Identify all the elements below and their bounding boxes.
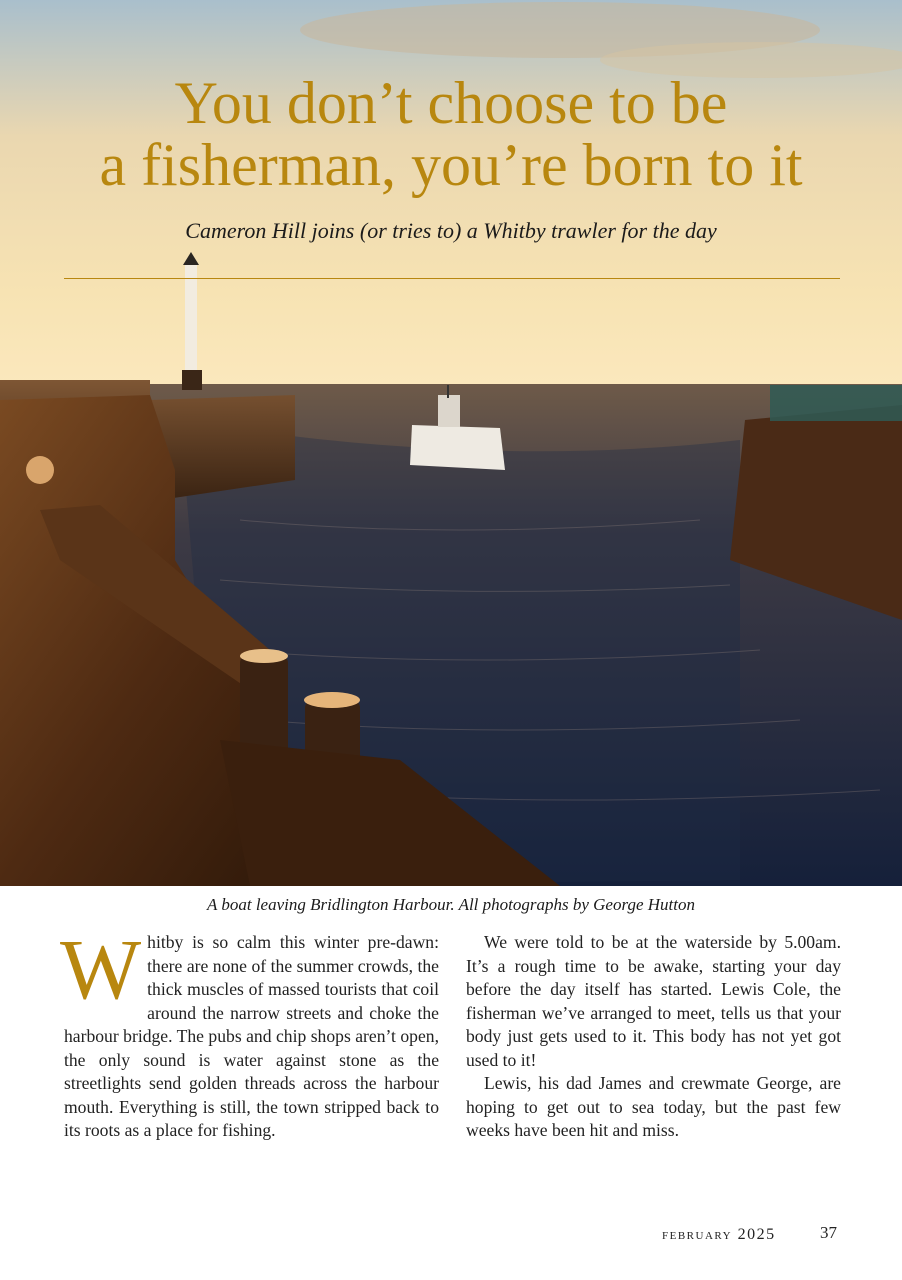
article-column-2 [466, 931, 841, 1143]
headline-divider [64, 278, 840, 279]
footer-issue-date: february 2025 [662, 1226, 776, 1243]
photo-caption: A boat leaving Bridlington Harbour. All photographs by George Hutton [207, 895, 695, 914]
article-paragraph [60, 921, 439, 1143]
paragraph-text: hitby is so calm this winter pre-dawn: there are none of the summer crowds, the thick muscles of massed tourists that coil around the narrow streets and choke the harbour bridge. The pubs and chip shops aren’t open, the only sound is water against stone as the streetlights send golden threads across the harbour mouth. Everything is still, the town stripped back to its roots as a place for fishing. [64, 932, 439, 1140]
article-column-1 [60, 921, 439, 1143]
headline-line-2: a fisherman, you’re born to it [99, 132, 803, 198]
drop-cap: W [60, 921, 142, 1017]
article-paragraph: Lewis, his dad James and crewmate George, are hoping to get out to sea today, but the past few weeks have been hit and miss. [466, 1073, 841, 1140]
article-standfirst: Cameron Hill joins (or tries to) a Whitby trawler for the day [185, 218, 717, 243]
article-paragraph: We were told to be at the waterside by 5.00am. It’s a rough time to be awake, starting your day before the day itself has started. Lewis Cole, the fisherman we’ve arranged to meet, tells us that your body just gets used to it. This body has not yet got used to it! [466, 932, 841, 1070]
article-headline [0, 72, 902, 196]
headline-line-1: You don’t choose to be [174, 70, 728, 136]
footer-page-number: 37 [820, 1223, 837, 1242]
